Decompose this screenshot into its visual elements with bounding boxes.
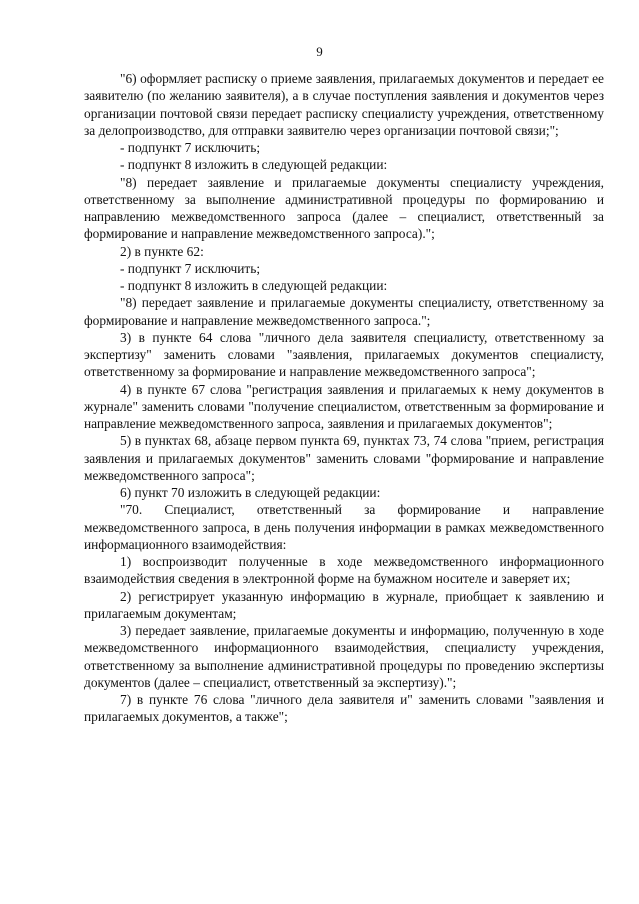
paragraph-point-76: 7) в пункте 76 слова "личного дела заявителя и" заменить словами "заявления и прилагаемых документов, а также"; (84, 692, 604, 725)
paragraph-point-67: 4) в пункте 67 слова "регистрация заявления и прилагаемых к нему документов в журнале" заменить словами "получение специалистом, ответственным за формирование и направление межведомственного запроса, заявления и прилагаемых документов"; (84, 381, 604, 431)
paragraph-restate-subitem-8: - подпункт 8 изложить в следующей редакции: (120, 157, 388, 173)
paragraph-restate-subitem-8: - подпункт 8 изложить в следующей редакции: (120, 278, 388, 293)
paragraph-subitem-3: 3) передает заявление, прилагаемые документы и информацию, полученную в ходе межведомственного информационного взаимодействия, специалисту учреждения, ответственному за выполнение административной процедуры по проведению экспертизы документов (далее – специалист, ответственный за экспертизу)."; (84, 623, 604, 690)
paragraph-item-8-transfer-short: "8) передает заявление и прилагаемые документы специалисту, ответственному за формирование и направление межведомственного запроса."; (84, 295, 604, 328)
document-body (84, 70, 604, 726)
paragraph-subitem-1: 1) воспроизводит полученные в ходе межведомственного информационного взаимодействия сведения в электронной форме на бумажном носителе и заверяет их; (84, 554, 604, 587)
paragraph-item-6-receipt: "6) оформляет расписку о приеме заявления, прилагаемых документов и передает ее заявителю (по желанию заявителя), а в случае поступления заявления и документов через организации почтовой связи передает расписку специалисту учреждения, ответственному за делопроизводство, для отправки заявителю через организации почтовой связи;"; (84, 71, 604, 138)
paragraph-point-70: 6) пункт 70 изложить в следующей редакции: (120, 485, 381, 500)
paragraph-exclude-subitem-7: - подпункт 7 исключить; (120, 140, 261, 155)
paragraph-item-8-transfer: "8) передает заявление и прилагаемые документы специалисту учреждения, ответственному за выполнение административной процедуры по формированию и направлению межведомственного запроса (далее – специалист, ответственный за формирование и направление межведомственного запроса)."; (84, 174, 604, 242)
page-number: 9 (316, 44, 323, 59)
paragraph-point-62: 2) в пункте 62: (120, 243, 204, 259)
paragraph-subitem-2: 2) регистрирует указанную информацию в журнале, приобщает к заявлению и прилагаемым документам; (84, 588, 604, 621)
paragraph-point-70-text: "70. Специалист, ответственный за формирование и направление межведомственного запроса, в день получения информации в рамках межведомственного информационного взаимодействия: (84, 502, 604, 552)
paragraph-point-64: 3) в пункте 64 слова "личного дела заявителя специалисту, ответственному за экспертизу" заменить словами "заявления, прилагаемых документов специалисту, ответственному за формирование и направление межведомственного запроса"; (84, 329, 604, 380)
paragraph-exclude-subitem-7: - подпункт 7 исключить; (120, 260, 261, 276)
paragraph-points-68-74: 5) в пунктах 68, абзаце первом пункта 69, пунктах 73, 74 слова "прием, регистрация заявления и прилагаемых документов" заменить словами "формирование и направление межведомственного запроса"; (84, 433, 604, 483)
